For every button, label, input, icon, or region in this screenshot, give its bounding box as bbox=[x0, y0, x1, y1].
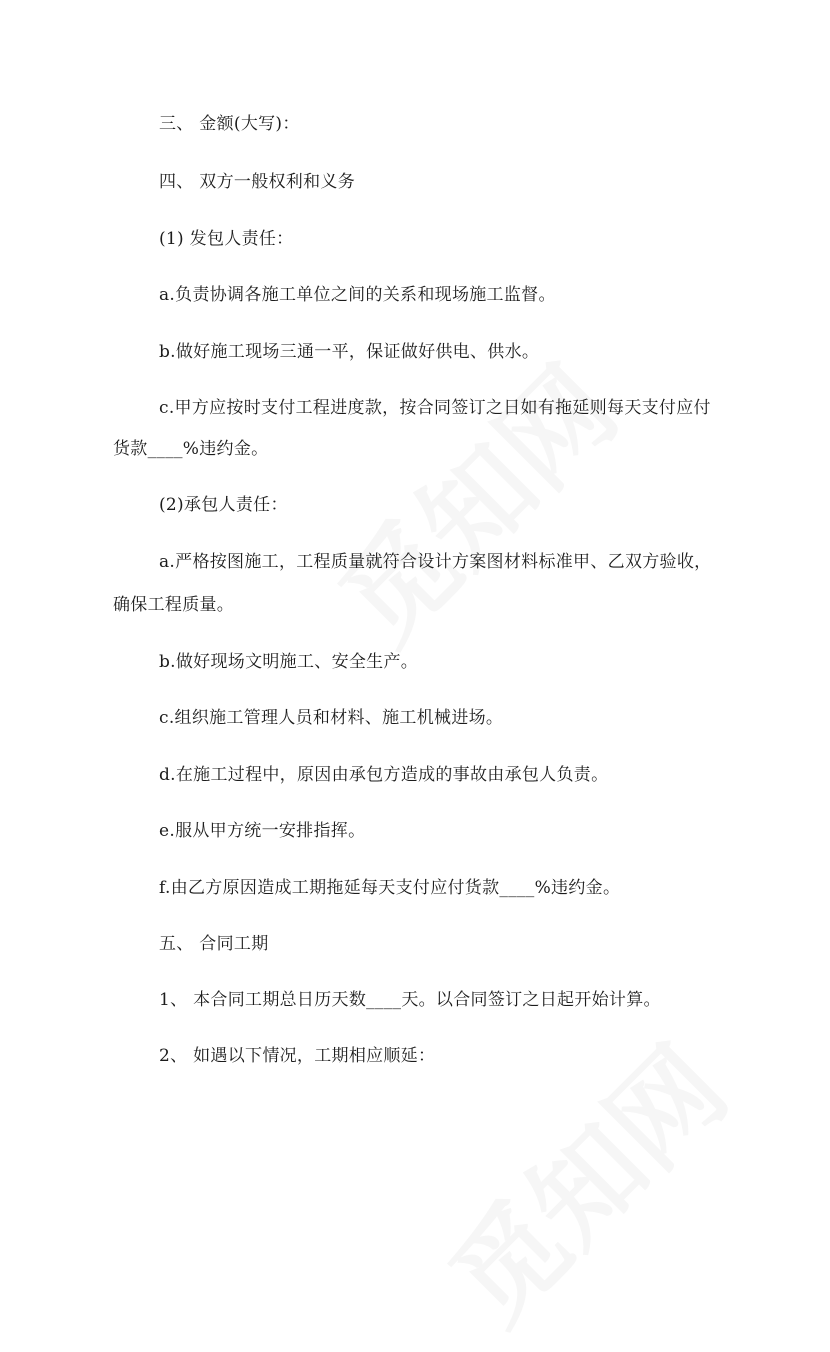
contractor-duty-d: d.在施工过程中，原因由承包方造成的事故由承包人负责。 bbox=[159, 765, 609, 785]
employer-duties-heading: (1) 发包人责任： bbox=[159, 229, 294, 249]
contractor-duty-c: c.组织施工管理人员和材料、施工机械进场。 bbox=[159, 708, 504, 728]
employer-duty-b: b.做好施工现场三通一平，保证做好供电、供水。 bbox=[159, 342, 540, 362]
employer-duty-c-cont: 货款____%违约金。 bbox=[113, 439, 269, 459]
employer-duty-c: c.甲方应按时支付工程进度款，按合同签订之日如有拖延则每天支付应付 bbox=[159, 398, 711, 418]
section-5-heading: 五、 合同工期 bbox=[159, 934, 269, 954]
contractor-duty-f: f.由乙方原因造成工期拖延每天支付应付货款____%违约金。 bbox=[159, 878, 621, 898]
contractor-duty-a-cont: 确保工程质量。 bbox=[113, 595, 235, 615]
section-3-amount: 三、 金额(大写)： bbox=[159, 114, 300, 134]
contractor-duty-a: a.严格按图施工，工程质量就符合设计方案图材料标准甲、乙双方验收， bbox=[159, 552, 712, 572]
contractor-duties-heading: (2)承包人责任： bbox=[159, 495, 288, 515]
watermark bbox=[300, 327, 645, 672]
contractor-duty-e: e.服从甲方统一安排指挥。 bbox=[159, 821, 366, 841]
section-4-heading: 四、 双方一般权利和义务 bbox=[159, 172, 356, 192]
term-item-2: 2、 如遇以下情况，工期相应顺延： bbox=[159, 1046, 436, 1066]
contractor-duty-b: b.做好现场文明施工、安全生产。 bbox=[159, 652, 419, 672]
term-item-1: 1、 本合同工期总日历天数____天。以合同签订之日起开始计算。 bbox=[159, 990, 661, 1010]
employer-duty-a: a.负责协调各施工单位之间的关系和现场施工监督。 bbox=[159, 285, 556, 305]
watermark bbox=[410, 1007, 755, 1352]
